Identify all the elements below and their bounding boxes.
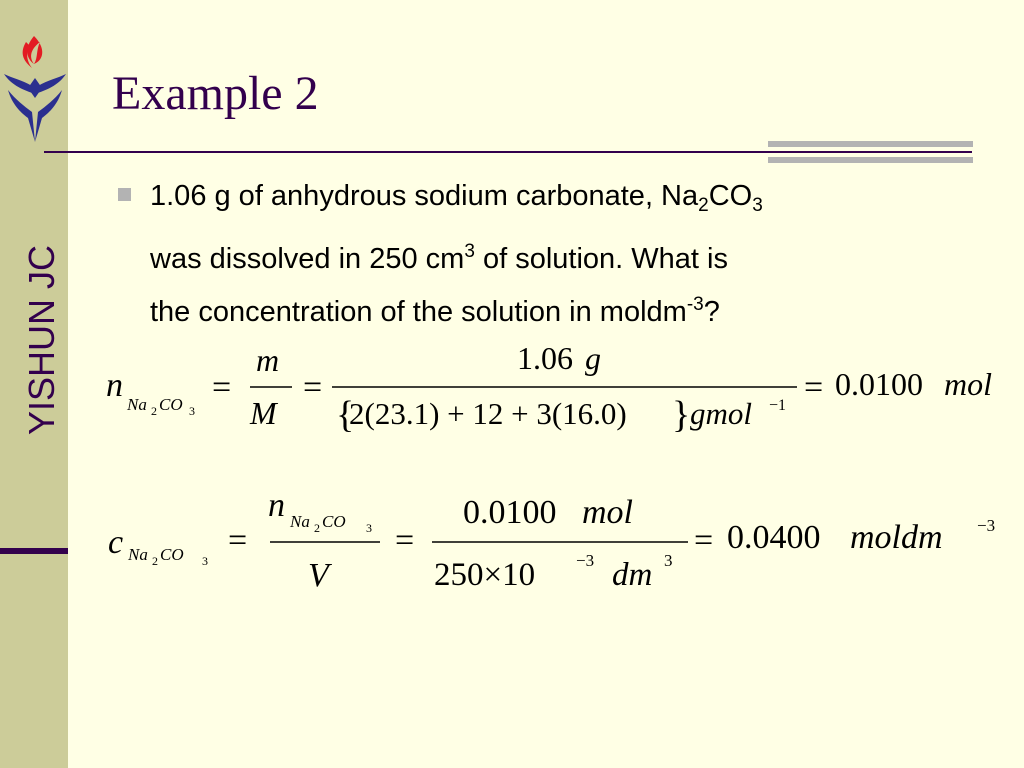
svg-text:=: =: [395, 522, 415, 559]
svg-text:=: =: [804, 369, 824, 406]
svg-text:3: 3: [202, 554, 208, 568]
sidebar-label-text: YISHUN JC: [21, 244, 62, 436]
svg-text:2(23.1) + 12 + 3(16.0): 2(23.1) + 12 + 3(16.0): [349, 396, 627, 431]
svg-text:mol: mol: [944, 366, 992, 402]
svg-text:g: g: [585, 340, 601, 376]
svg-text:−3: −3: [576, 551, 595, 570]
svg-text:2: 2: [152, 554, 158, 568]
svg-text:n: n: [106, 367, 123, 404]
svg-text:0.0100: 0.0100: [463, 494, 557, 531]
svg-text:n: n: [268, 487, 285, 524]
svg-text:Na: Na: [128, 545, 148, 564]
svg-text:−3: −3: [977, 516, 996, 535]
svg-text:=: =: [228, 522, 248, 559]
svg-text:Na: Na: [127, 395, 147, 414]
svg-text:2: 2: [151, 404, 157, 418]
svg-text:2: 2: [314, 521, 320, 535]
svg-text:gmol: gmol: [690, 396, 752, 431]
svg-text:0.0100: 0.0100: [835, 366, 923, 402]
question-text: 1.06 g of anhydrous sodium carbonate, $Na_2CO_3$ was dissolved in 250 $cm^3$ of solution. What is the concentration of the solution in moldm$^{-3}$?: [150, 180, 763, 328]
svg-text:=: =: [694, 522, 714, 559]
svg-text:m: m: [256, 342, 280, 378]
svg-text:=: =: [212, 369, 232, 406]
svg-text:CO: CO: [160, 545, 184, 564]
svg-text:3: 3: [189, 404, 195, 418]
svg-text:CO: CO: [322, 512, 346, 531]
svg-text:3: 3: [366, 521, 372, 535]
svg-text:CO: CO: [159, 395, 183, 414]
svg-text:=: =: [303, 369, 323, 406]
svg-text:}: }: [672, 394, 691, 436]
svg-text:dm: dm: [612, 557, 653, 593]
svg-text:Na: Na: [290, 512, 310, 531]
svg-text:0.0400: 0.0400: [727, 519, 821, 556]
svg-text:V: V: [308, 557, 329, 594]
svg-text:{: {: [336, 394, 355, 436]
svg-text:250×10: 250×10: [434, 557, 536, 593]
svg-text:M: M: [250, 395, 277, 431]
svg-text:3: 3: [664, 551, 673, 570]
svg-text:moldm: moldm: [850, 519, 943, 556]
svg-text:−1: −1: [769, 397, 787, 414]
svg-text:1.06: 1.06: [517, 340, 573, 376]
svg-text:c: c: [108, 524, 124, 561]
svg-text:mol: mol: [582, 494, 633, 531]
slide-title: Example 2: [112, 67, 319, 120]
